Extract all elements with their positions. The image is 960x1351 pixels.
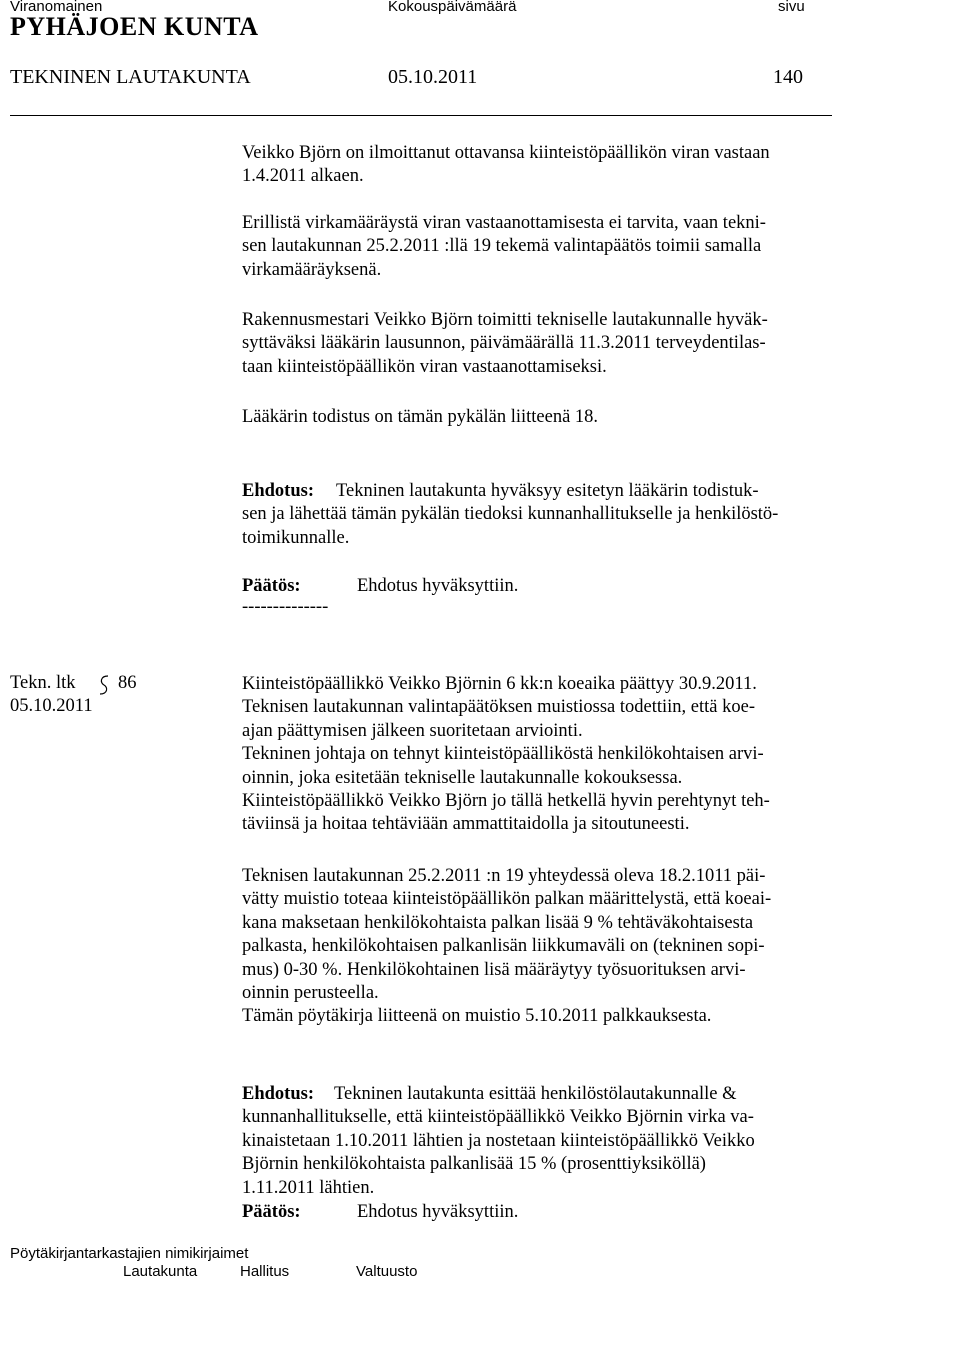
paatos-text: Ehdotus hyväksyttiin. — [357, 576, 519, 596]
section-reference-number: 86 — [118, 673, 137, 693]
header-rule — [10, 115, 832, 116]
section1-paragraph-3: Rakennusmestari Veikko Björn toimitti tekniselle lautakunnalle hyväk- syttäväksi lääkärin lausunnon, päivämäärällä 11.3.2011 terveydentilas- taan kiinteistöpäällikön viran vastaanottamiseksi. — [242, 310, 768, 377]
page-number: 140 — [773, 66, 803, 88]
footer-hallitus: Hallitus — [240, 1263, 290, 1280]
section-reference-date: 05.10.2011 — [10, 696, 93, 716]
section1-paragraph-2: Erillistä virkamääräystä viran vastaanottamisesta ei tarvita, vaan tekni- sen lautakunnan 25.2.2011 :llä 19 tekemä valintapäätös toimii samalla virkamääräyksenä. — [242, 213, 766, 280]
section1-paragraph-4: Lääkärin todistus on tämän pykälän liitteenä 18. — [242, 407, 599, 427]
ehdotus-label: Ehdotus: — [242, 481, 314, 501]
label-viranomainen: Viranomainen — [10, 0, 103, 15]
section2-paragraph-2: Teknisen lautakunnan 25.2.2011 :n 19 yhteydessä oleva 18.2.1011 päi- vätty muistio toteaa kiinteistöpäällikön palkan määrittelystä, että koeai- kana maksetaan henkilökohtaista palkan lisää 9 % tehtäväkohtaisesta palkasta, henkilökohtaisen palkanlisän liikkumaväli on (tekninen sopi- mus) 0-30 %. Henkilökohtainen lisä määräytyy työsuorituksen arvi- oinnin perusteella. Tämän pöytäkirja liitteenä on muistio 5.10.2011 palkkauksesta. — [242, 866, 772, 1027]
committee-name: TEKNINEN LAUTAKUNTA — [10, 66, 251, 88]
paatos-label: Päätös: — [242, 1202, 301, 1222]
meeting-date: 05.10.2011 — [388, 66, 478, 88]
label-sivu: sivu — [778, 0, 805, 15]
footer-valtuusto: Valtuusto — [356, 1263, 418, 1280]
section2-paragraph-1: Kiinteistöpäällikkö Veikko Björnin 6 kk:n koeaika päättyy 30.9.2011. Teknisen lautakunnan valintapäätöksen muistiossa todettiin, että koe- ajan päättymisen jälkeen suoritetaan arviointi. Tekninen johtaja on tehnyt kiinteistöpäälliköstä henkilökohtaisen arvi- oinnin, joka esitetään tekniselle lautakunnalle kokouksessa. Kiinteistöpäällikkö Veikko Björn jo tällä hetkellä hyvin perehtynyt teh- täviinsä ja hoitaa tehtäviään ammattitaidolla ja sitoutuneesti. — [242, 674, 770, 835]
section1-ehdotus: Ehdotus: Tekninen lautakunta hyväksyy esitetyn lääkärin todistuk- sen ja lähettää tämän pykälän tiedoksi kunnanhallitukselle ja henkilöstö- toimikunnalle. — [242, 481, 779, 548]
paatos-label: Päätös: — [242, 576, 301, 596]
section2-ehdotus: Ehdotus: Tekninen lautakunta esittää henkilöstölautakunnalle & kunnanhallitukselle, että kiinteistöpäällikkö Veikko Björnin virka va- kinaistetaan 1.10.2011 lähtien ja nostetaan kiinteistöpäällikkö Veikko Björnin henkilökohtaista palkanlisää 15 % (prosenttiyksiköllä) 1.11.2011 lähtien. — [242, 1084, 755, 1198]
label-kokouspaivamaara: Kokouspäivämäärä — [388, 0, 517, 15]
organization-name: PYHÄJOEN KUNTA — [10, 12, 259, 41]
footer-initials-label: Pöytäkirjantarkastajien nimikirjaimet — [10, 1245, 249, 1262]
paatos-text: Ehdotus hyväksyttiin. — [357, 1202, 519, 1222]
section-mark-icon — [96, 673, 110, 703]
section-separator: -------------- — [242, 597, 329, 617]
footer-lautakunta: Lautakunta — [123, 1263, 198, 1280]
section1-paragraph-1: Veikko Björn on ilmoittanut ottavansa kiinteistöpäällikön viran vastaan 1.4.2011 alkaen. — [242, 143, 770, 187]
ehdotus-label: Ehdotus: — [242, 1084, 314, 1104]
section-reference-label: Tekn. ltk — [10, 673, 76, 693]
